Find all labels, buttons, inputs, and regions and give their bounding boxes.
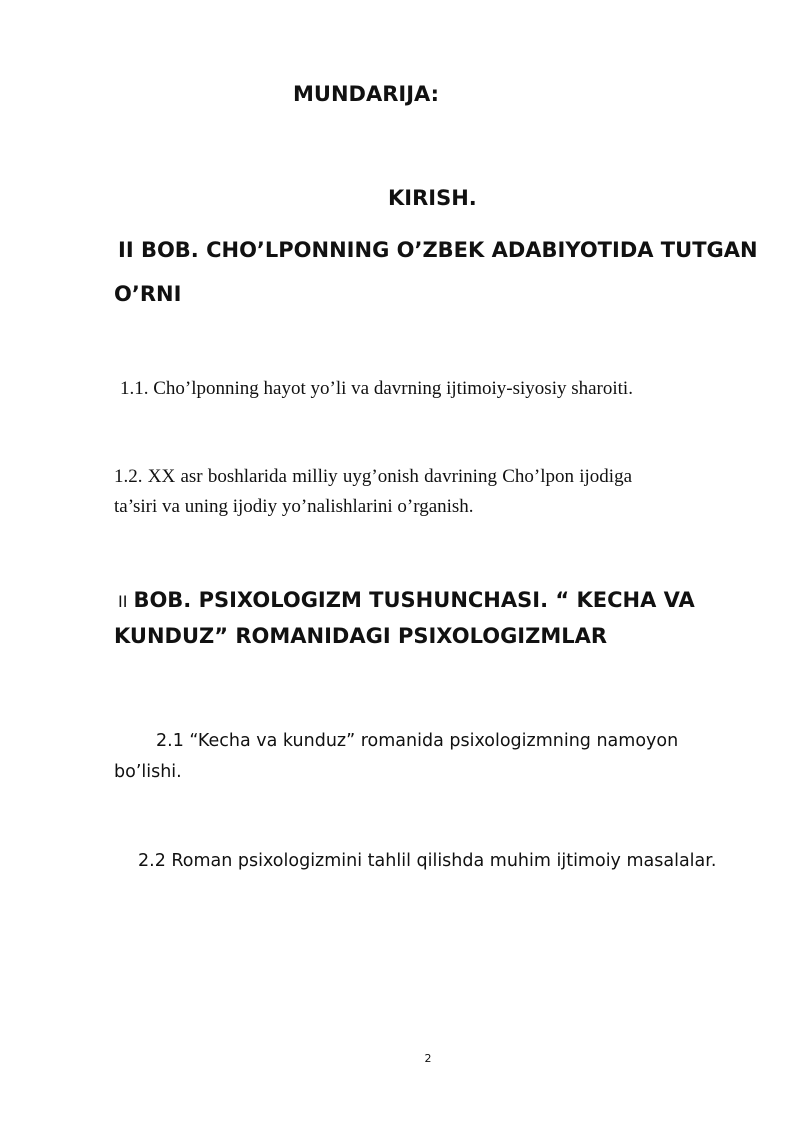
section-1-1-entry: 1.1. Cho’lponning hayot yo’li va davrning ijtimoiy-siyosiy sharoiti. xyxy=(120,378,633,399)
chapter-2-heading-line-2: KUNDUZ” ROMANIDAGI PSIXOLOGIZMLAR xyxy=(114,624,608,648)
section-2-2-entry: 2.2 Roman psixologizmini tahlil qilishda muhim ijtimoiy masalalar. xyxy=(138,851,717,871)
chapter-1-heading-line-2: O’RNI xyxy=(114,282,182,306)
chapter-2-numeral: II xyxy=(118,592,128,611)
table-of-contents-title: MUNDARIJA: xyxy=(293,82,440,106)
page-number: 2 xyxy=(424,1052,432,1065)
section-1-2-entry-line-2: ta’siri va uning ijodiy yo’nalishlarini o’rganish. xyxy=(114,496,474,517)
chapter-1-heading-line-1: II BOB. CHO’LPONNING O’ZBEK ADABIYOTIDA TUTGAN xyxy=(118,238,758,262)
section-2-1-entry-line-2: bo’lishi. xyxy=(114,762,182,782)
introduction-heading: KIRISH. xyxy=(388,186,477,210)
chapter-2-heading-line-1 xyxy=(118,588,695,612)
chapter-2-heading-text: BOB. PSIXOLOGIZM TUSHUNCHASI. “ KECHA VA xyxy=(133,588,695,612)
section-1-2-entry-line-1: 1.2. XX asr boshlarida milliy uyg’onish davrining Cho’lpon ijodiga xyxy=(114,466,633,487)
section-2-1-entry-line-1: 2.1 “Kecha va kunduz” romanida psixologizmning namoyon xyxy=(156,731,679,751)
